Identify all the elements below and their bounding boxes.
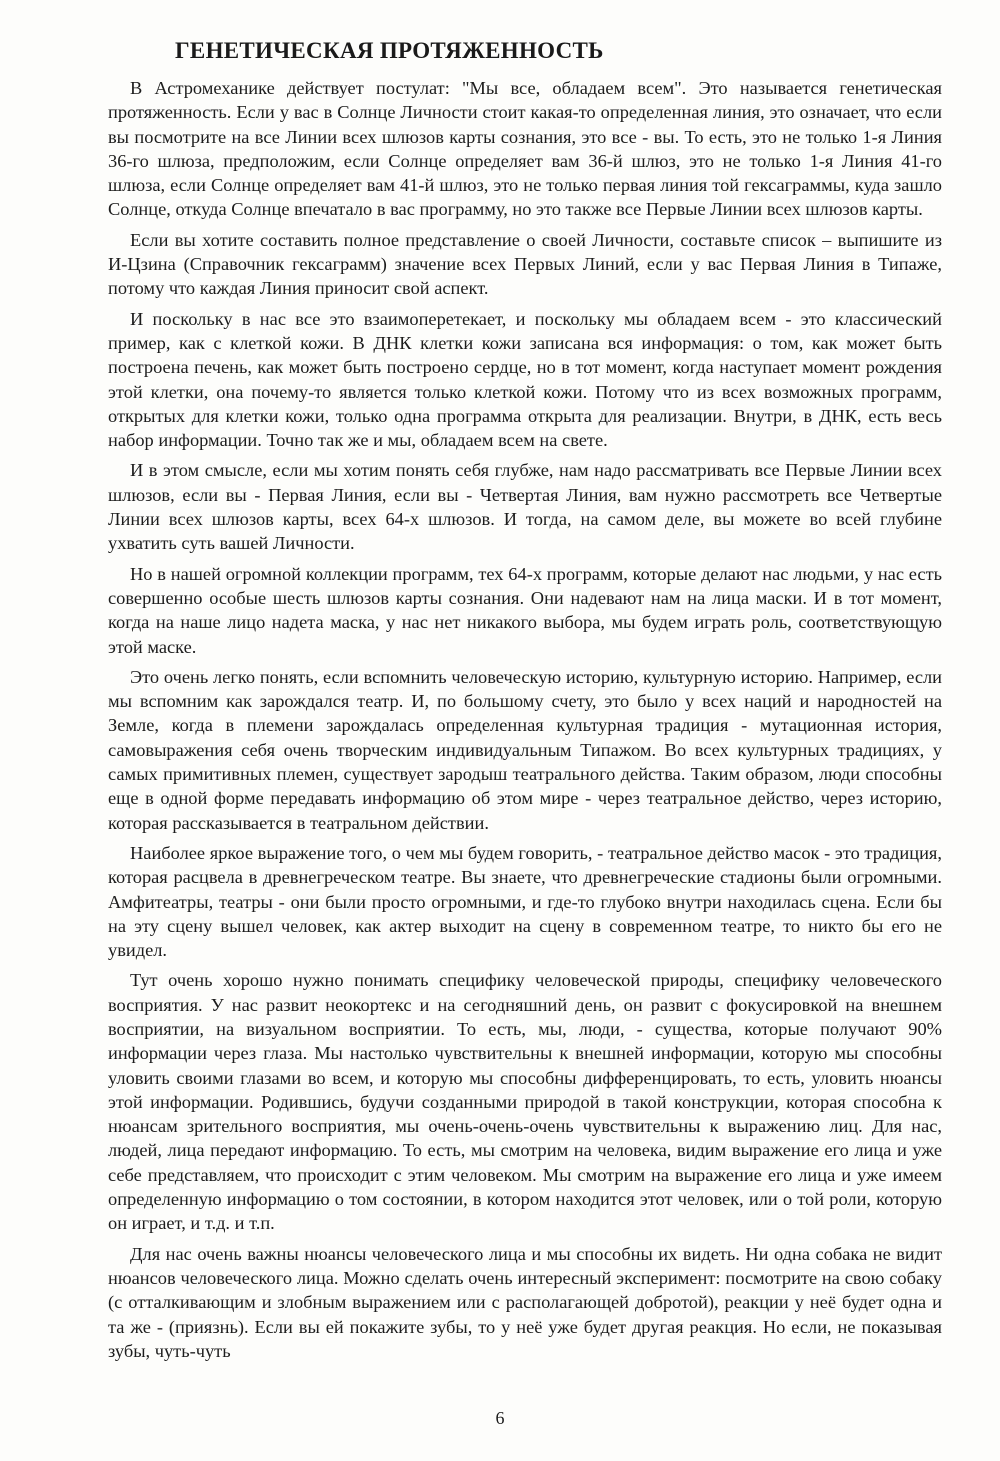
- paragraph: И поскольку в нас все это взаимоперетекает, и поскольку мы обладаем всем - это классический пример, как с клеткой кожи. В ДНК клетки кожи записана вся информация: о том, как может быть построена печень, как может быть построено сердце, но в тот момент, когда наступает момент рождения этой клетки, она почему-то является только клеткой кожи. Потому что из всех возможных программ, открытых для клетки кожи, только одна программа открыта для реализации. Внутри, в ДНК, есть весь набор информации. Точно так же и мы, обладаем всем на свете.: [108, 308, 942, 451]
- paragraph: Для нас очень важны нюансы человеческого лица и мы способны их видеть. Ни одна собака не видит нюансов человеческого лица. Можно сделать очень интересный эксперимент: посмотрите на свою собаку (с отталкивающим и злобным выражением или с располагающей добротой), реакции у неё будет одна и та же - (приязнь). Если вы ей покажите зубы, то у неё уже будет другая реакция. Но если, не показывая зубы, чуть-чуть: [108, 1243, 942, 1361]
- paragraph: В Астромеханике действует постулат: "Мы все, обладаем всем". Это называется генетическая протяженность. Если у вас в Солнце Личности стоит какая-то определенная линия, это означает, что если вы посмотрите на все Линии всех шлюзов карты сознания, это все - вы. То есть, это не только 1-я Линия 36-го шлюза, предположим, если Солнце определяет вам 36-й шлюз, это не только 1-я Линия 41-го шлюза, если Солнце определяет вам 41-й шлюз, это не только первая линия той гексаграммы, куда зашло Солнце, откуда Солнце впечатало в вас программу, но это также все Первые Линии всех шлюзов карты.: [108, 78, 942, 220]
- paragraph: Если вы хотите составить полное представление о своей Личности, составьте список – выпишите из И-Цзина (Справочник гексаграмм) значение всех Первых Линий, если у вас Первая Линия в Типаже, потому что каждая Линия приносит свой аспект.: [108, 229, 942, 299]
- page-number: 6: [495, 1408, 505, 1428]
- paragraph: И в этом смысле, если мы хотим понять себя глубже, нам надо рассматривать все Первые Линии всех шлюзов, если вы - Первая Линия, если вы - Четвертая Линия, вам нужно рассмотреть все Четвертые Линии всех шлюзов карты, всех 64-х шлюзов. И тогда, на самом деле, вы можете во всей глубине ухватить суть вашей Личности.: [108, 460, 942, 554]
- body-text: [108, 76, 942, 1369]
- paragraph: Тут очень хорошо нужно понимать специфику человеческой природы, специфику человеческого восприятия. У нас развит неокортекс и на сегодняшний день, он развит с фокусировкой на внешнем восприятии, на визуальном восприятии. То есть, мы, люди, - существа, которые получают 90% информации через глаза. Мы настолько чувствительны к внешней информации, которую мы способны уловить своими глазами во всем, и которую мы способны дифференцировать, то есть, уловить нюансы этой информации. Родившись, будучи созданными природой в такой конструкции, которая способна к нюансам зрительного восприятия, мы очень-очень-очень чувствительны к выражению лиц. Для нас, людей, лица передают информацию. То есть, мы смотрим на человека, видим выражение его лица и уже себе представляем, что происходит с этим человеком. Мы смотрим на выражение его лица и уже имеем определенную информацию о том состоянии, в котором находится этот человек, или о той роли, которую он играет, и т.д. и т.п.: [108, 970, 942, 1234]
- paragraph: Наиболее яркое выражение того, о чем мы будем говорить, - театральное действо масок - это традиция, которая расцвела в древнегреческом театре. Вы знаете, что древнегреческие стадионы были огромными. Амфитеатры, театры - они были просто огромными, и где-то глубоко внутри находилась сцена. Если бы на эту сцену вышел человек, как актер выходит на сцену в современном театре, то никто бы его не увидел.: [108, 842, 942, 961]
- page-title: ГЕНЕТИЧЕСКАЯ ПРОТЯЖЕННОСТЬ: [175, 38, 604, 63]
- paragraph: Но в нашей огромной коллекции программ, тех 64-х программ, которые делают нас людьми, у нас есть совершенно особые шесть шлюзов карты сознания. Они надевают нам на лица маски. И в тот момент, когда на наше лицо надета маска, у нас нет никакого выбора, мы будем играть роль, соответствующую этой маске.: [108, 563, 942, 657]
- paragraph: Это очень легко понять, если вспомнить человеческую историю, культурную историю. Например, если мы вспомним как зарождался театр. И, по большому счету, это было у всех наций и народностей на Земле, когда в племени зарождалась определенная культурная традиция - мутационная история, самовыражения себя очень творческим индивидуальным Типажом. Во всех культурных традициях, у самых примитивных племен, существует зародыш театрального действа. Таким образом, люди способны еще в одной форме передавать информацию об этом мире - через театральное действо, через историю, которая рассказывается в театральном действии.: [108, 666, 942, 833]
